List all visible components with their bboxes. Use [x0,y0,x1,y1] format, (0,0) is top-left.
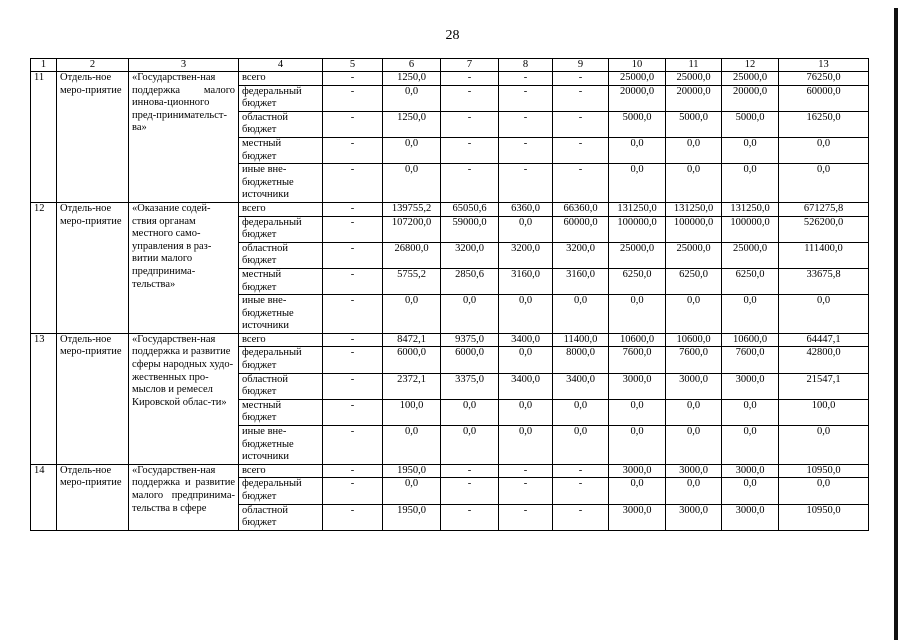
value-cell-c8: - [499,85,553,111]
value-cell-c9: 0,0 [553,295,609,334]
item-number: 13 [31,333,57,464]
value-cell-c11: 6250,0 [666,268,722,294]
value-cell-c12: 0,0 [722,295,779,334]
value-cell-c9: 60000,0 [553,216,609,242]
value-cell-c5: - [323,426,383,465]
value-cell-c11: 5000,0 [666,111,722,137]
value-cell-c6: 139755,2 [383,202,441,216]
value-cell-c11: 7600,0 [666,347,722,373]
value-cell-c5: - [323,333,383,347]
value-cell-c11: 3000,0 [666,373,722,399]
column-header-11: 11 [666,59,722,72]
value-cell-c8: - [499,504,553,530]
value-cell-c8: - [499,478,553,504]
value-cell-c13: 100,0 [779,399,869,425]
value-cell-c13: 42800,0 [779,347,869,373]
value-cell-c9: 3200,0 [553,242,609,268]
funding-source: областной бюджет [239,373,323,399]
table-row [31,202,869,216]
value-cell-c9: - [553,137,609,163]
value-cell-c12: 0,0 [722,164,779,203]
value-cell-c8: - [499,464,553,478]
value-cell-c8: 0,0 [499,347,553,373]
value-cell-c6: 5755,2 [383,268,441,294]
value-cell-c7: 0,0 [441,426,499,465]
value-cell-c7: 2850,6 [441,268,499,294]
value-cell-c13: 64447,1 [779,333,869,347]
funding-source: областной бюджет [239,504,323,530]
value-cell-c11: 0,0 [666,137,722,163]
column-header-1: 1 [31,59,57,72]
value-cell-c12: 100000,0 [722,216,779,242]
value-cell-c7: 59000,0 [441,216,499,242]
value-cell-c10: 100000,0 [609,216,666,242]
value-cell-c10: 0,0 [609,295,666,334]
column-header-2: 2 [57,59,129,72]
value-cell-c9: 8000,0 [553,347,609,373]
scan-edge-bar [894,8,898,640]
funding-source: областной бюджет [239,242,323,268]
value-cell-c7: - [441,164,499,203]
funding-source: федеральный бюджет [239,478,323,504]
item-type: Отдель-ное меро-приятие [57,333,129,464]
value-cell-c9: - [553,504,609,530]
column-header-7: 7 [441,59,499,72]
value-cell-c13: 60000,0 [779,85,869,111]
value-cell-c10: 5000,0 [609,111,666,137]
value-cell-c13: 0,0 [779,137,869,163]
value-cell-c7: 9375,0 [441,333,499,347]
value-cell-c6: 100,0 [383,399,441,425]
value-cell-c5: - [323,85,383,111]
value-cell-c6: 0,0 [383,426,441,465]
value-cell-c9: - [553,85,609,111]
table-row [31,333,869,347]
table-body [31,72,869,531]
value-cell-c9: - [553,464,609,478]
funding-source: иные вне- бюджетные источники [239,295,323,334]
value-cell-c11: 0,0 [666,295,722,334]
value-cell-c8: - [499,72,553,86]
value-cell-c5: - [323,295,383,334]
item-name: «Государствен-ная поддержка и развитие сферы народных худо-жественных про-мыслов и ремесел Кировской облас-ти» [129,333,239,464]
column-header-4: 4 [239,59,323,72]
item-number: 12 [31,202,57,333]
item-type: Отдель-ное меро-приятие [57,464,129,530]
value-cell-c10: 0,0 [609,137,666,163]
value-cell-c7: 0,0 [441,295,499,334]
funding-source: иные вне- бюджетные источники [239,164,323,203]
value-cell-c8: 0,0 [499,295,553,334]
value-cell-c7: - [441,111,499,137]
value-cell-c12: 25000,0 [722,242,779,268]
funding-source: местный бюджет [239,268,323,294]
table-row [31,464,869,478]
value-cell-c11: 20000,0 [666,85,722,111]
value-cell-c13: 0,0 [779,426,869,465]
value-cell-c11: 10600,0 [666,333,722,347]
value-cell-c5: - [323,242,383,268]
column-header-12: 12 [722,59,779,72]
value-cell-c10: 20000,0 [609,85,666,111]
value-cell-c11: 0,0 [666,478,722,504]
value-cell-c7: 0,0 [441,399,499,425]
value-cell-c13: 0,0 [779,164,869,203]
value-cell-c8: 3400,0 [499,333,553,347]
value-cell-c12: 5000,0 [722,111,779,137]
value-cell-c5: - [323,504,383,530]
value-cell-c12: 0,0 [722,478,779,504]
value-cell-c5: - [323,202,383,216]
value-cell-c5: - [323,72,383,86]
value-cell-c6: 1250,0 [383,111,441,137]
value-cell-c6: 1250,0 [383,72,441,86]
value-cell-c7: - [441,478,499,504]
value-cell-c11: 0,0 [666,399,722,425]
value-cell-c12: 7600,0 [722,347,779,373]
value-cell-c13: 671275,8 [779,202,869,216]
value-cell-c12: 3000,0 [722,504,779,530]
value-cell-c13: 0,0 [779,478,869,504]
value-cell-c13: 33675,8 [779,268,869,294]
page-number: 28 [445,28,460,43]
item-number: 14 [31,464,57,530]
value-cell-c10: 0,0 [609,478,666,504]
value-cell-c6: 0,0 [383,137,441,163]
value-cell-c8: 6360,0 [499,202,553,216]
value-cell-c5: - [323,164,383,203]
value-cell-c5: - [323,216,383,242]
value-cell-c6: 0,0 [383,164,441,203]
funding-source: федеральный бюджет [239,347,323,373]
value-cell-c10: 0,0 [609,426,666,465]
value-cell-c10: 10600,0 [609,333,666,347]
value-cell-c10: 3000,0 [609,464,666,478]
value-cell-c12: 0,0 [722,426,779,465]
value-cell-c11: 131250,0 [666,202,722,216]
value-cell-c8: - [499,137,553,163]
column-header-13: 13 [779,59,869,72]
value-cell-c11: 0,0 [666,164,722,203]
budget-table [30,58,869,531]
value-cell-c6: 6000,0 [383,347,441,373]
value-cell-c11: 3000,0 [666,464,722,478]
value-cell-c12: 6250,0 [722,268,779,294]
value-cell-c11: 0,0 [666,426,722,465]
value-cell-c9: 0,0 [553,399,609,425]
funding-source: всего [239,464,323,478]
funding-source: иные вне- бюджетные источники [239,426,323,465]
value-cell-c9: 11400,0 [553,333,609,347]
value-cell-c5: - [323,111,383,137]
value-cell-c7: - [441,85,499,111]
item-type: Отдель-ное меро-приятие [57,202,129,333]
value-cell-c10: 3000,0 [609,373,666,399]
value-cell-c13: 10950,0 [779,464,869,478]
value-cell-c7: - [441,72,499,86]
value-cell-c7: - [441,504,499,530]
column-header-8: 8 [499,59,553,72]
item-name: «Оказание содей-ствия органам местного само-управления в раз-витии малого предпринима-тельства» [129,202,239,333]
value-cell-c8: 0,0 [499,399,553,425]
item-name: «Государствен-ная поддержка и развитие малого предпринима-тельства в сфере [129,464,239,530]
value-cell-c13: 0,0 [779,295,869,334]
table-row [31,72,869,86]
value-cell-c6: 0,0 [383,295,441,334]
value-cell-c8: 3400,0 [499,373,553,399]
funding-source: местный бюджет [239,137,323,163]
value-cell-c5: - [323,268,383,294]
funding-source: областной бюджет [239,111,323,137]
value-cell-c13: 111400,0 [779,242,869,268]
value-cell-c12: 10600,0 [722,333,779,347]
funding-source: федеральный бюджет [239,85,323,111]
value-cell-c9: 3400,0 [553,373,609,399]
value-cell-c9: 66360,0 [553,202,609,216]
value-cell-c10: 7600,0 [609,347,666,373]
value-cell-c8: - [499,111,553,137]
funding-source: всего [239,202,323,216]
funding-source: всего [239,72,323,86]
value-cell-c6: 107200,0 [383,216,441,242]
value-cell-c7: - [441,464,499,478]
value-cell-c7: 3375,0 [441,373,499,399]
value-cell-c5: - [323,137,383,163]
value-cell-c11: 25000,0 [666,72,722,86]
value-cell-c13: 76250,0 [779,72,869,86]
value-cell-c5: - [323,373,383,399]
value-cell-c12: 3000,0 [722,373,779,399]
value-cell-c6: 26800,0 [383,242,441,268]
value-cell-c8: - [499,164,553,203]
value-cell-c7: 3200,0 [441,242,499,268]
value-cell-c13: 526200,0 [779,216,869,242]
item-number: 11 [31,72,57,203]
value-cell-c10: 3000,0 [609,504,666,530]
value-cell-c6: 0,0 [383,478,441,504]
value-cell-c10: 25000,0 [609,242,666,268]
value-cell-c8: 0,0 [499,426,553,465]
value-cell-c13: 21547,1 [779,373,869,399]
value-cell-c7: - [441,137,499,163]
funding-source: местный бюджет [239,399,323,425]
value-cell-c13: 16250,0 [779,111,869,137]
column-header-3: 3 [129,59,239,72]
value-cell-c12: 131250,0 [722,202,779,216]
column-header-6: 6 [383,59,441,72]
value-cell-c12: 0,0 [722,399,779,425]
value-cell-c6: 0,0 [383,85,441,111]
value-cell-c11: 100000,0 [666,216,722,242]
value-cell-c5: - [323,399,383,425]
column-header-5: 5 [323,59,383,72]
value-cell-c10: 0,0 [609,399,666,425]
value-cell-c5: - [323,478,383,504]
value-cell-c10: 131250,0 [609,202,666,216]
value-cell-c7: 6000,0 [441,347,499,373]
column-header-10: 10 [609,59,666,72]
column-header-9: 9 [553,59,609,72]
value-cell-c13: 10950,0 [779,504,869,530]
value-cell-c9: 0,0 [553,426,609,465]
value-cell-c10: 6250,0 [609,268,666,294]
value-cell-c12: 3000,0 [722,464,779,478]
value-cell-c9: - [553,72,609,86]
item-name: «Государствен-ная поддержка малого иннова-ционного пред-принимательст-ва» [129,72,239,203]
value-cell-c12: 25000,0 [722,72,779,86]
value-cell-c6: 1950,0 [383,464,441,478]
value-cell-c10: 25000,0 [609,72,666,86]
value-cell-c9: 3160,0 [553,268,609,294]
value-cell-c8: 3160,0 [499,268,553,294]
value-cell-c9: - [553,164,609,203]
value-cell-c11: 25000,0 [666,242,722,268]
value-cell-c5: - [323,464,383,478]
value-cell-c11: 3000,0 [666,504,722,530]
value-cell-c12: 20000,0 [722,85,779,111]
value-cell-c6: 1950,0 [383,504,441,530]
item-type: Отдель-ное меро-приятие [57,72,129,203]
value-cell-c7: 65050,6 [441,202,499,216]
value-cell-c10: 0,0 [609,164,666,203]
value-cell-c9: - [553,111,609,137]
funding-source: федеральный бюджет [239,216,323,242]
value-cell-c12: 0,0 [722,137,779,163]
value-cell-c8: 3200,0 [499,242,553,268]
value-cell-c8: 0,0 [499,216,553,242]
header-row [31,59,869,72]
value-cell-c9: - [553,478,609,504]
value-cell-c6: 2372,1 [383,373,441,399]
funding-source: всего [239,333,323,347]
value-cell-c6: 8472,1 [383,333,441,347]
value-cell-c5: - [323,347,383,373]
